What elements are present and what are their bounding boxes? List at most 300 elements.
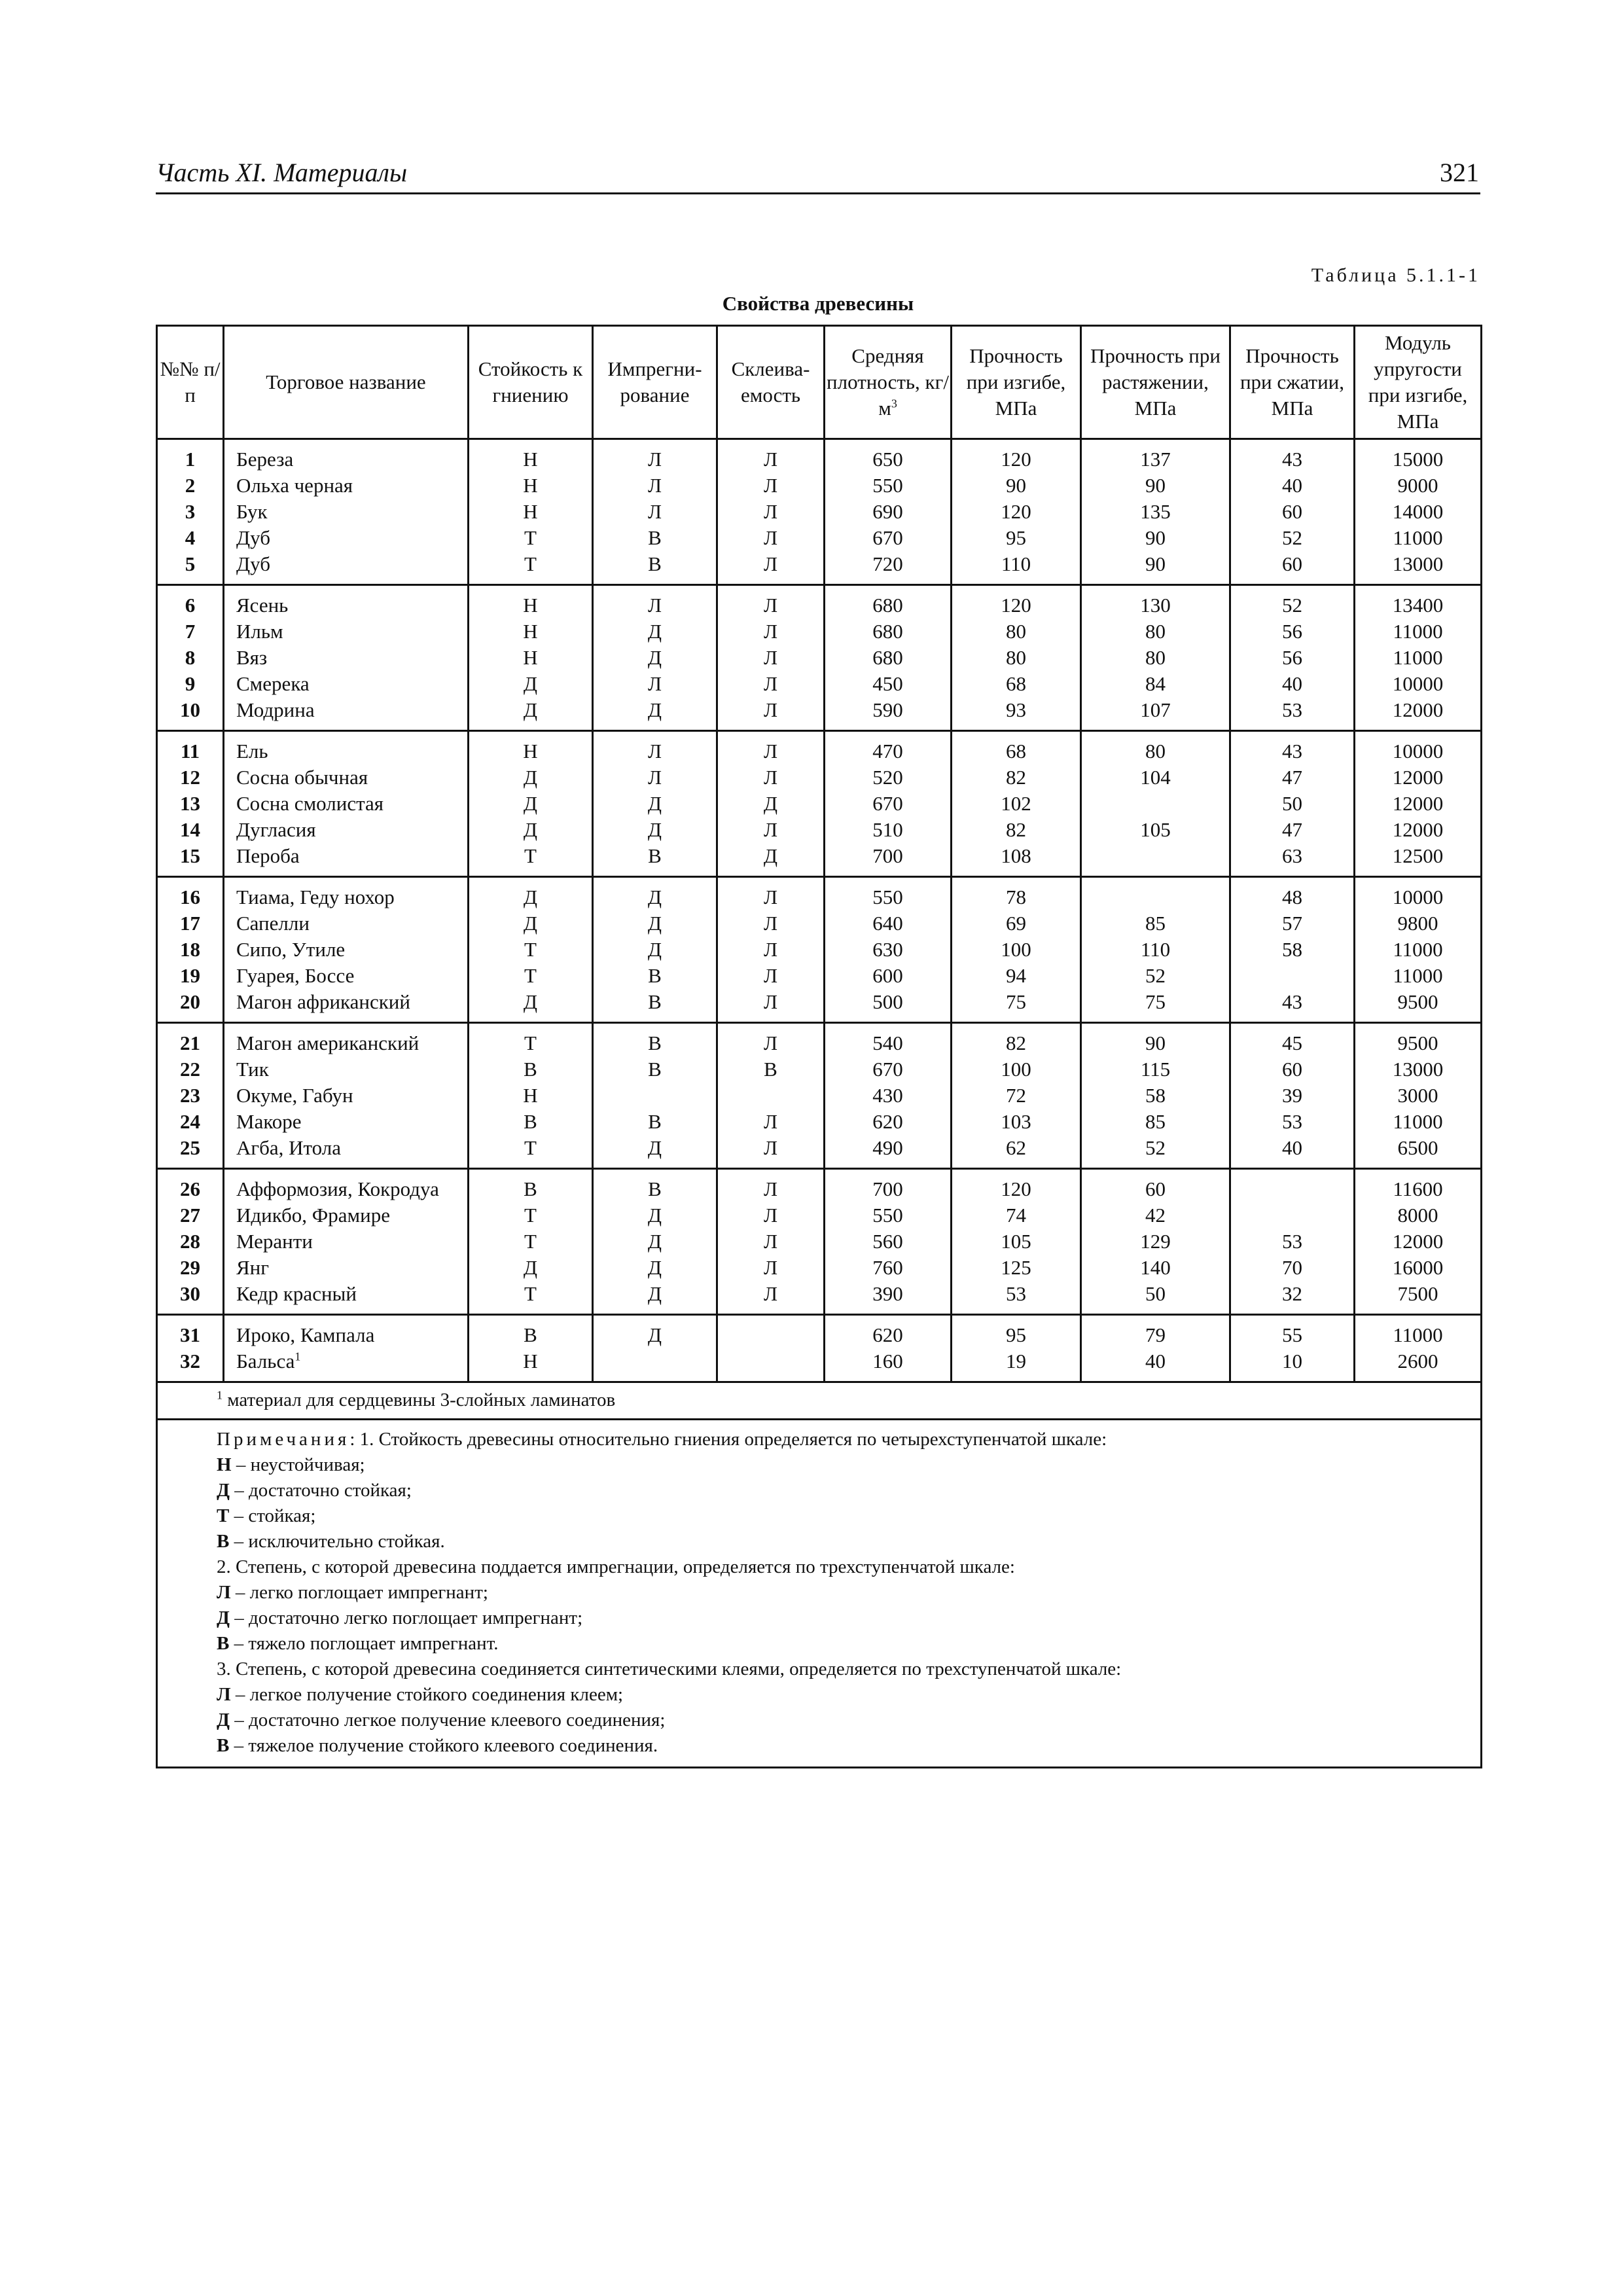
gluability-value: Л [717, 697, 825, 731]
gluability-value [717, 1315, 825, 1349]
rot-resistance: Н [469, 731, 593, 765]
col-header-impregnation: Импрегни-рование [593, 326, 717, 439]
tensile-strength: 58 [1081, 1083, 1230, 1109]
tensile-strength: 90 [1081, 473, 1230, 499]
bending-strength: 53 [952, 1281, 1081, 1315]
compressive-strength: 57 [1230, 910, 1355, 937]
row-number: 29 [157, 1255, 224, 1281]
tensile-strength: 85 [1081, 1109, 1230, 1135]
compressive-strength: 63 [1230, 843, 1355, 877]
tensile-strength: 90 [1081, 1023, 1230, 1057]
density-value: 670 [825, 525, 952, 551]
rot-resistance: Т [469, 963, 593, 989]
tensile-strength: 50 [1081, 1281, 1230, 1315]
table-row [157, 525, 1482, 551]
compressive-strength: 53 [1230, 697, 1355, 731]
compressive-strength: 43 [1230, 731, 1355, 765]
table-row [157, 1255, 1482, 1281]
bending-strength: 120 [952, 585, 1081, 619]
row-number: 30 [157, 1281, 224, 1315]
bending-strength: 120 [952, 1169, 1081, 1203]
tensile-strength: 84 [1081, 671, 1230, 697]
bending-strength: 68 [952, 671, 1081, 697]
elastic-modulus: 13400 [1355, 585, 1482, 619]
row-number: 5 [157, 551, 224, 585]
density-value: 550 [825, 1202, 952, 1229]
gluability-value: Л [717, 551, 825, 585]
density-value: 600 [825, 963, 952, 989]
note-line: Т – стойкая; [217, 1505, 316, 1526]
rot-resistance: Т [469, 525, 593, 551]
table-row [157, 1083, 1482, 1109]
gluability-value: Л [717, 473, 825, 499]
elastic-modulus: 7500 [1355, 1281, 1482, 1315]
notes-row [157, 1420, 1482, 1768]
row-number: 22 [157, 1056, 224, 1083]
impregnation-value: Л [593, 473, 717, 499]
rot-resistance: Д [469, 989, 593, 1023]
density-value: 160 [825, 1348, 952, 1382]
wood-name: Ель [224, 731, 469, 765]
table-row [157, 963, 1482, 989]
tensile-strength: 135 [1081, 499, 1230, 525]
bending-strength: 95 [952, 525, 1081, 551]
compressive-strength: 43 [1230, 439, 1355, 473]
rot-resistance: Д [469, 671, 593, 697]
row-number: 4 [157, 525, 224, 551]
row-number: 32 [157, 1348, 224, 1382]
tensile-strength: 80 [1081, 645, 1230, 671]
bending-strength: 105 [952, 1229, 1081, 1255]
compressive-strength: 48 [1230, 877, 1355, 911]
compressive-strength: 40 [1230, 1135, 1355, 1169]
density-value: 700 [825, 1169, 952, 1203]
table-row [157, 499, 1482, 525]
elastic-modulus: 9500 [1355, 1023, 1482, 1057]
gluability-value [717, 1348, 825, 1382]
rot-resistance: Д [469, 817, 593, 843]
density-value: 390 [825, 1281, 952, 1315]
rot-resistance: Д [469, 791, 593, 817]
wood-name: Сосна обычная [224, 764, 469, 791]
impregnation-value: Д [593, 1255, 717, 1281]
bending-strength: 69 [952, 910, 1081, 937]
col-header-gluing: Склеива-емость [717, 326, 825, 439]
wood-name: Ироко, Кампала [224, 1315, 469, 1349]
impregnation-value: Д [593, 1202, 717, 1229]
rot-resistance: Т [469, 1135, 593, 1169]
compressive-strength: 58 [1230, 937, 1355, 963]
notes [157, 1420, 1482, 1768]
gluability-value: Л [717, 963, 825, 989]
density-value: 510 [825, 817, 952, 843]
note-line: 3. Степень, с которой древесина соединяется синтетическими клеями, определяется по трехступенчатой шкале: [217, 1659, 1122, 1679]
compressive-strength: 53 [1230, 1229, 1355, 1255]
table-row [157, 697, 1482, 731]
bending-strength: 75 [952, 989, 1081, 1023]
compressive-strength [1230, 1202, 1355, 1229]
tensile-strength: 60 [1081, 1169, 1230, 1203]
wood-name: Вяз [224, 645, 469, 671]
wood-name: Окуме, Габун [224, 1083, 469, 1109]
row-number: 1 [157, 439, 224, 473]
impregnation-value: Л [593, 439, 717, 473]
elastic-modulus: 12000 [1355, 764, 1482, 791]
row-number: 21 [157, 1023, 224, 1057]
table-row [157, 791, 1482, 817]
wood-name: Тик [224, 1056, 469, 1083]
note-line: Д – достаточно стойкая; [217, 1480, 412, 1501]
gluability-value: Л [717, 499, 825, 525]
gluability-value: Л [717, 585, 825, 619]
row-number: 31 [157, 1315, 224, 1349]
gluability-value: Л [717, 1255, 825, 1281]
wood-name: Магон африканский [224, 989, 469, 1023]
table-row [157, 817, 1482, 843]
note-line: Л – легкое получение стойкого соединения клеем; [217, 1684, 624, 1705]
rot-resistance: Н [469, 1083, 593, 1109]
row-number: 14 [157, 817, 224, 843]
bending-strength: 72 [952, 1083, 1081, 1109]
tensile-strength [1081, 877, 1230, 911]
compressive-strength: 50 [1230, 791, 1355, 817]
rot-resistance: Т [469, 1202, 593, 1229]
impregnation-value: Д [593, 791, 717, 817]
note-line: Л – легко поглощает импрегнант; [217, 1582, 488, 1603]
row-number: 3 [157, 499, 224, 525]
bending-strength: 82 [952, 817, 1081, 843]
tensile-strength: 110 [1081, 937, 1230, 963]
table-row [157, 1229, 1482, 1255]
impregnation-value: Д [593, 645, 717, 671]
tensile-strength: 90 [1081, 551, 1230, 585]
elastic-modulus: 16000 [1355, 1255, 1482, 1281]
bending-strength: 120 [952, 439, 1081, 473]
tensile-strength: 75 [1081, 989, 1230, 1023]
bending-strength: 94 [952, 963, 1081, 989]
impregnation-value: В [593, 989, 717, 1023]
impregnation-value: В [593, 963, 717, 989]
table-row [157, 1169, 1482, 1203]
impregnation-value: В [593, 1023, 717, 1057]
row-number: 9 [157, 671, 224, 697]
row-number: 16 [157, 877, 224, 911]
gluability-value: Л [717, 937, 825, 963]
row-number: 11 [157, 731, 224, 765]
wood-name: Дугласия [224, 817, 469, 843]
row-number: 24 [157, 1109, 224, 1135]
bending-strength: 110 [952, 551, 1081, 585]
table-label: Таблица 5.1.1-1 [1311, 264, 1480, 286]
gluability-value: Л [717, 439, 825, 473]
density-value: 550 [825, 877, 952, 911]
bending-strength: 82 [952, 764, 1081, 791]
density-value: 680 [825, 585, 952, 619]
tensile-strength: 52 [1081, 963, 1230, 989]
elastic-modulus: 14000 [1355, 499, 1482, 525]
compressive-strength: 60 [1230, 1056, 1355, 1083]
gluability-value: Л [717, 910, 825, 937]
impregnation-value: В [593, 843, 717, 877]
impregnation-value: Д [593, 937, 717, 963]
rot-resistance: Н [469, 1348, 593, 1382]
density-value: 680 [825, 619, 952, 645]
tensile-strength: 79 [1081, 1315, 1230, 1349]
table-row [157, 585, 1482, 619]
wood-name: Идикбо, Фрамире [224, 1202, 469, 1229]
gluability-value: Л [717, 619, 825, 645]
elastic-modulus: 11000 [1355, 645, 1482, 671]
impregnation-value: Л [593, 585, 717, 619]
bending-strength: 62 [952, 1135, 1081, 1169]
wood-name: Макоре [224, 1109, 469, 1135]
wood-name: Меранти [224, 1229, 469, 1255]
col-header-modulus: Модуль упругости при изгибе, МПа [1355, 326, 1482, 439]
density-value: 590 [825, 697, 952, 731]
elastic-modulus: 11600 [1355, 1169, 1482, 1203]
gluability-value: Д [717, 843, 825, 877]
compressive-strength: 70 [1230, 1255, 1355, 1281]
wood-name: Магон американский [224, 1023, 469, 1057]
table-row [157, 551, 1482, 585]
gluability-value: Л [717, 1109, 825, 1135]
wood-name: Модрина [224, 697, 469, 731]
impregnation-value: В [593, 1056, 717, 1083]
impregnation-value: В [593, 551, 717, 585]
rot-resistance: Н [469, 645, 593, 671]
compressive-strength: 43 [1230, 989, 1355, 1023]
compressive-strength: 52 [1230, 585, 1355, 619]
elastic-modulus: 12000 [1355, 1229, 1482, 1255]
note-line: В – тяжелое получение стойкого клеевого соединения. [217, 1735, 658, 1756]
bending-strength: 102 [952, 791, 1081, 817]
elastic-modulus: 6500 [1355, 1135, 1482, 1169]
table-row [157, 1281, 1482, 1315]
density-value: 540 [825, 1023, 952, 1057]
tensile-strength: 52 [1081, 1135, 1230, 1169]
elastic-modulus: 12000 [1355, 791, 1482, 817]
wood-name: Кедр красный [224, 1281, 469, 1315]
row-number: 25 [157, 1135, 224, 1169]
bending-strength: 100 [952, 1056, 1081, 1083]
elastic-modulus: 11000 [1355, 1315, 1482, 1349]
tensile-strength: 107 [1081, 697, 1230, 731]
density-value: 430 [825, 1083, 952, 1109]
gluability-value: Л [717, 877, 825, 911]
tensile-strength: 85 [1081, 910, 1230, 937]
table-row [157, 619, 1482, 645]
density-value: 560 [825, 1229, 952, 1255]
table-row [157, 1023, 1482, 1057]
table-row [157, 671, 1482, 697]
density-value: 520 [825, 764, 952, 791]
elastic-modulus: 2600 [1355, 1348, 1482, 1382]
impregnation-value [593, 1348, 717, 1382]
table-row [157, 645, 1482, 671]
row-number: 17 [157, 910, 224, 937]
table-header-row [157, 326, 1482, 439]
impregnation-value: Л [593, 499, 717, 525]
table-caption: Свойства древесины [722, 292, 914, 315]
rot-resistance: В [469, 1169, 593, 1203]
tensile-strength: 40 [1081, 1348, 1230, 1382]
col-header-tension: Прочность при растяжении, МПа [1081, 326, 1230, 439]
wood-name: Смерека [224, 671, 469, 697]
rot-resistance: Д [469, 877, 593, 911]
table-row [157, 877, 1482, 911]
wood-name: Бальса$^1$ [224, 1348, 469, 1382]
row-number: 28 [157, 1229, 224, 1255]
elastic-modulus: 12500 [1355, 843, 1482, 877]
density-value: 630 [825, 937, 952, 963]
wood-name: Афформозия, Кокродуа [224, 1169, 469, 1203]
wood-name: Сапелли [224, 910, 469, 937]
rot-resistance: Д [469, 910, 593, 937]
table-row [157, 1315, 1482, 1349]
gluability-value: Л [717, 731, 825, 765]
gluability-value: Л [717, 671, 825, 697]
compressive-strength: 10 [1230, 1348, 1355, 1382]
bending-strength: 74 [952, 1202, 1081, 1229]
footnote-row [157, 1382, 1482, 1420]
row-number: 8 [157, 645, 224, 671]
density-value: 670 [825, 791, 952, 817]
rot-resistance: Т [469, 1023, 593, 1057]
tensile-strength: 115 [1081, 1056, 1230, 1083]
bending-strength: 78 [952, 877, 1081, 911]
density-value: 690 [825, 499, 952, 525]
impregnation-value: Д [593, 1135, 717, 1169]
footnote: $^1$ материал для сердцевины 3-слойных ламинатов [157, 1382, 1482, 1420]
density-value: 620 [825, 1109, 952, 1135]
elastic-modulus: 10000 [1355, 877, 1482, 911]
row-number: 26 [157, 1169, 224, 1203]
gluability-value [717, 1083, 825, 1109]
elastic-modulus: 10000 [1355, 731, 1482, 765]
wood-name: Береза [224, 439, 469, 473]
tensile-strength: 105 [1081, 817, 1230, 843]
elastic-modulus: 3000 [1355, 1083, 1482, 1109]
table-row [157, 843, 1482, 877]
density-value: 450 [825, 671, 952, 697]
running-header [156, 154, 1480, 194]
row-number: 12 [157, 764, 224, 791]
density-value: 760 [825, 1255, 952, 1281]
bending-strength: 103 [952, 1109, 1081, 1135]
compressive-strength: 60 [1230, 551, 1355, 585]
rot-resistance: Н [469, 619, 593, 645]
compressive-strength: 60 [1230, 499, 1355, 525]
table-row [157, 439, 1482, 473]
table-row [157, 937, 1482, 963]
col-header-no: №№ п/п [157, 326, 224, 439]
tensile-strength [1081, 843, 1230, 877]
density-value: 680 [825, 645, 952, 671]
tensile-strength: 129 [1081, 1229, 1230, 1255]
gluability-value: Л [717, 1169, 825, 1203]
impregnation-value: Л [593, 764, 717, 791]
wood-name: Ольха черная [224, 473, 469, 499]
density-value: 640 [825, 910, 952, 937]
row-number: 6 [157, 585, 224, 619]
tensile-strength: 104 [1081, 764, 1230, 791]
col-header-bending: Прочность при изгибе, МПа [952, 326, 1081, 439]
elastic-modulus: 11000 [1355, 1109, 1482, 1135]
row-number: 13 [157, 791, 224, 817]
compressive-strength: 39 [1230, 1083, 1355, 1109]
tensile-strength: 137 [1081, 439, 1230, 473]
page-number: 321 [1440, 158, 1479, 187]
gluability-value: Л [717, 1023, 825, 1057]
col-header-rot: Стойкость к гниению [469, 326, 593, 439]
bending-strength: 68 [952, 731, 1081, 765]
elastic-modulus: 11000 [1355, 619, 1482, 645]
gluability-value: Д [717, 791, 825, 817]
impregnation-value: Л [593, 671, 717, 697]
compressive-strength: 56 [1230, 619, 1355, 645]
impregnation-value: В [593, 525, 717, 551]
rot-resistance: Д [469, 697, 593, 731]
note-line: 2. Степень, с которой древесина поддается импрегнации, определяется по трехступенчатой шкале: [217, 1556, 1015, 1577]
gluability-value: Л [717, 989, 825, 1023]
impregnation-value: Д [593, 1281, 717, 1315]
wood-name: Агба, Итола [224, 1135, 469, 1169]
tensile-strength: 80 [1081, 619, 1230, 645]
density-value: 620 [825, 1315, 952, 1349]
elastic-modulus: 11000 [1355, 937, 1482, 963]
wood-name: Дуб [224, 525, 469, 551]
tensile-strength [1081, 791, 1230, 817]
rot-resistance: В [469, 1109, 593, 1135]
rot-resistance: В [469, 1315, 593, 1349]
bending-strength: 82 [952, 1023, 1081, 1057]
row-number: 27 [157, 1202, 224, 1229]
row-number: 2 [157, 473, 224, 499]
wood-properties-table [156, 325, 1482, 1768]
rot-resistance: Т [469, 551, 593, 585]
wood-name: Сосна смолистая [224, 791, 469, 817]
elastic-modulus: 13000 [1355, 1056, 1482, 1083]
rot-resistance: Н [469, 439, 593, 473]
tensile-strength: 80 [1081, 731, 1230, 765]
compressive-strength: 53 [1230, 1109, 1355, 1135]
compressive-strength: 47 [1230, 817, 1355, 843]
table-row [157, 1109, 1482, 1135]
gluability-value: Л [717, 1202, 825, 1229]
tensile-strength: 90 [1081, 525, 1230, 551]
gluability-value: Л [717, 1281, 825, 1315]
bending-strength: 108 [952, 843, 1081, 877]
wood-name: Ильм [224, 619, 469, 645]
impregnation-value: Д [593, 910, 717, 937]
rot-resistance: Н [469, 473, 593, 499]
table-row [157, 1135, 1482, 1169]
compressive-strength: 55 [1230, 1315, 1355, 1349]
elastic-modulus: 12000 [1355, 817, 1482, 843]
table-row [157, 1202, 1482, 1229]
impregnation-value: Д [593, 1229, 717, 1255]
gluability-value: Л [717, 817, 825, 843]
running-title: Часть XI. Материалы [156, 158, 408, 187]
bending-strength: 90 [952, 473, 1081, 499]
table-row [157, 910, 1482, 937]
impregnation-value: Д [593, 619, 717, 645]
row-number: 23 [157, 1083, 224, 1109]
col-header-density: Средняя плотность, $кг/м^3$ [825, 326, 952, 439]
col-header-name: Торговое название [224, 326, 469, 439]
compressive-strength: 32 [1230, 1281, 1355, 1315]
elastic-modulus: 10000 [1355, 671, 1482, 697]
